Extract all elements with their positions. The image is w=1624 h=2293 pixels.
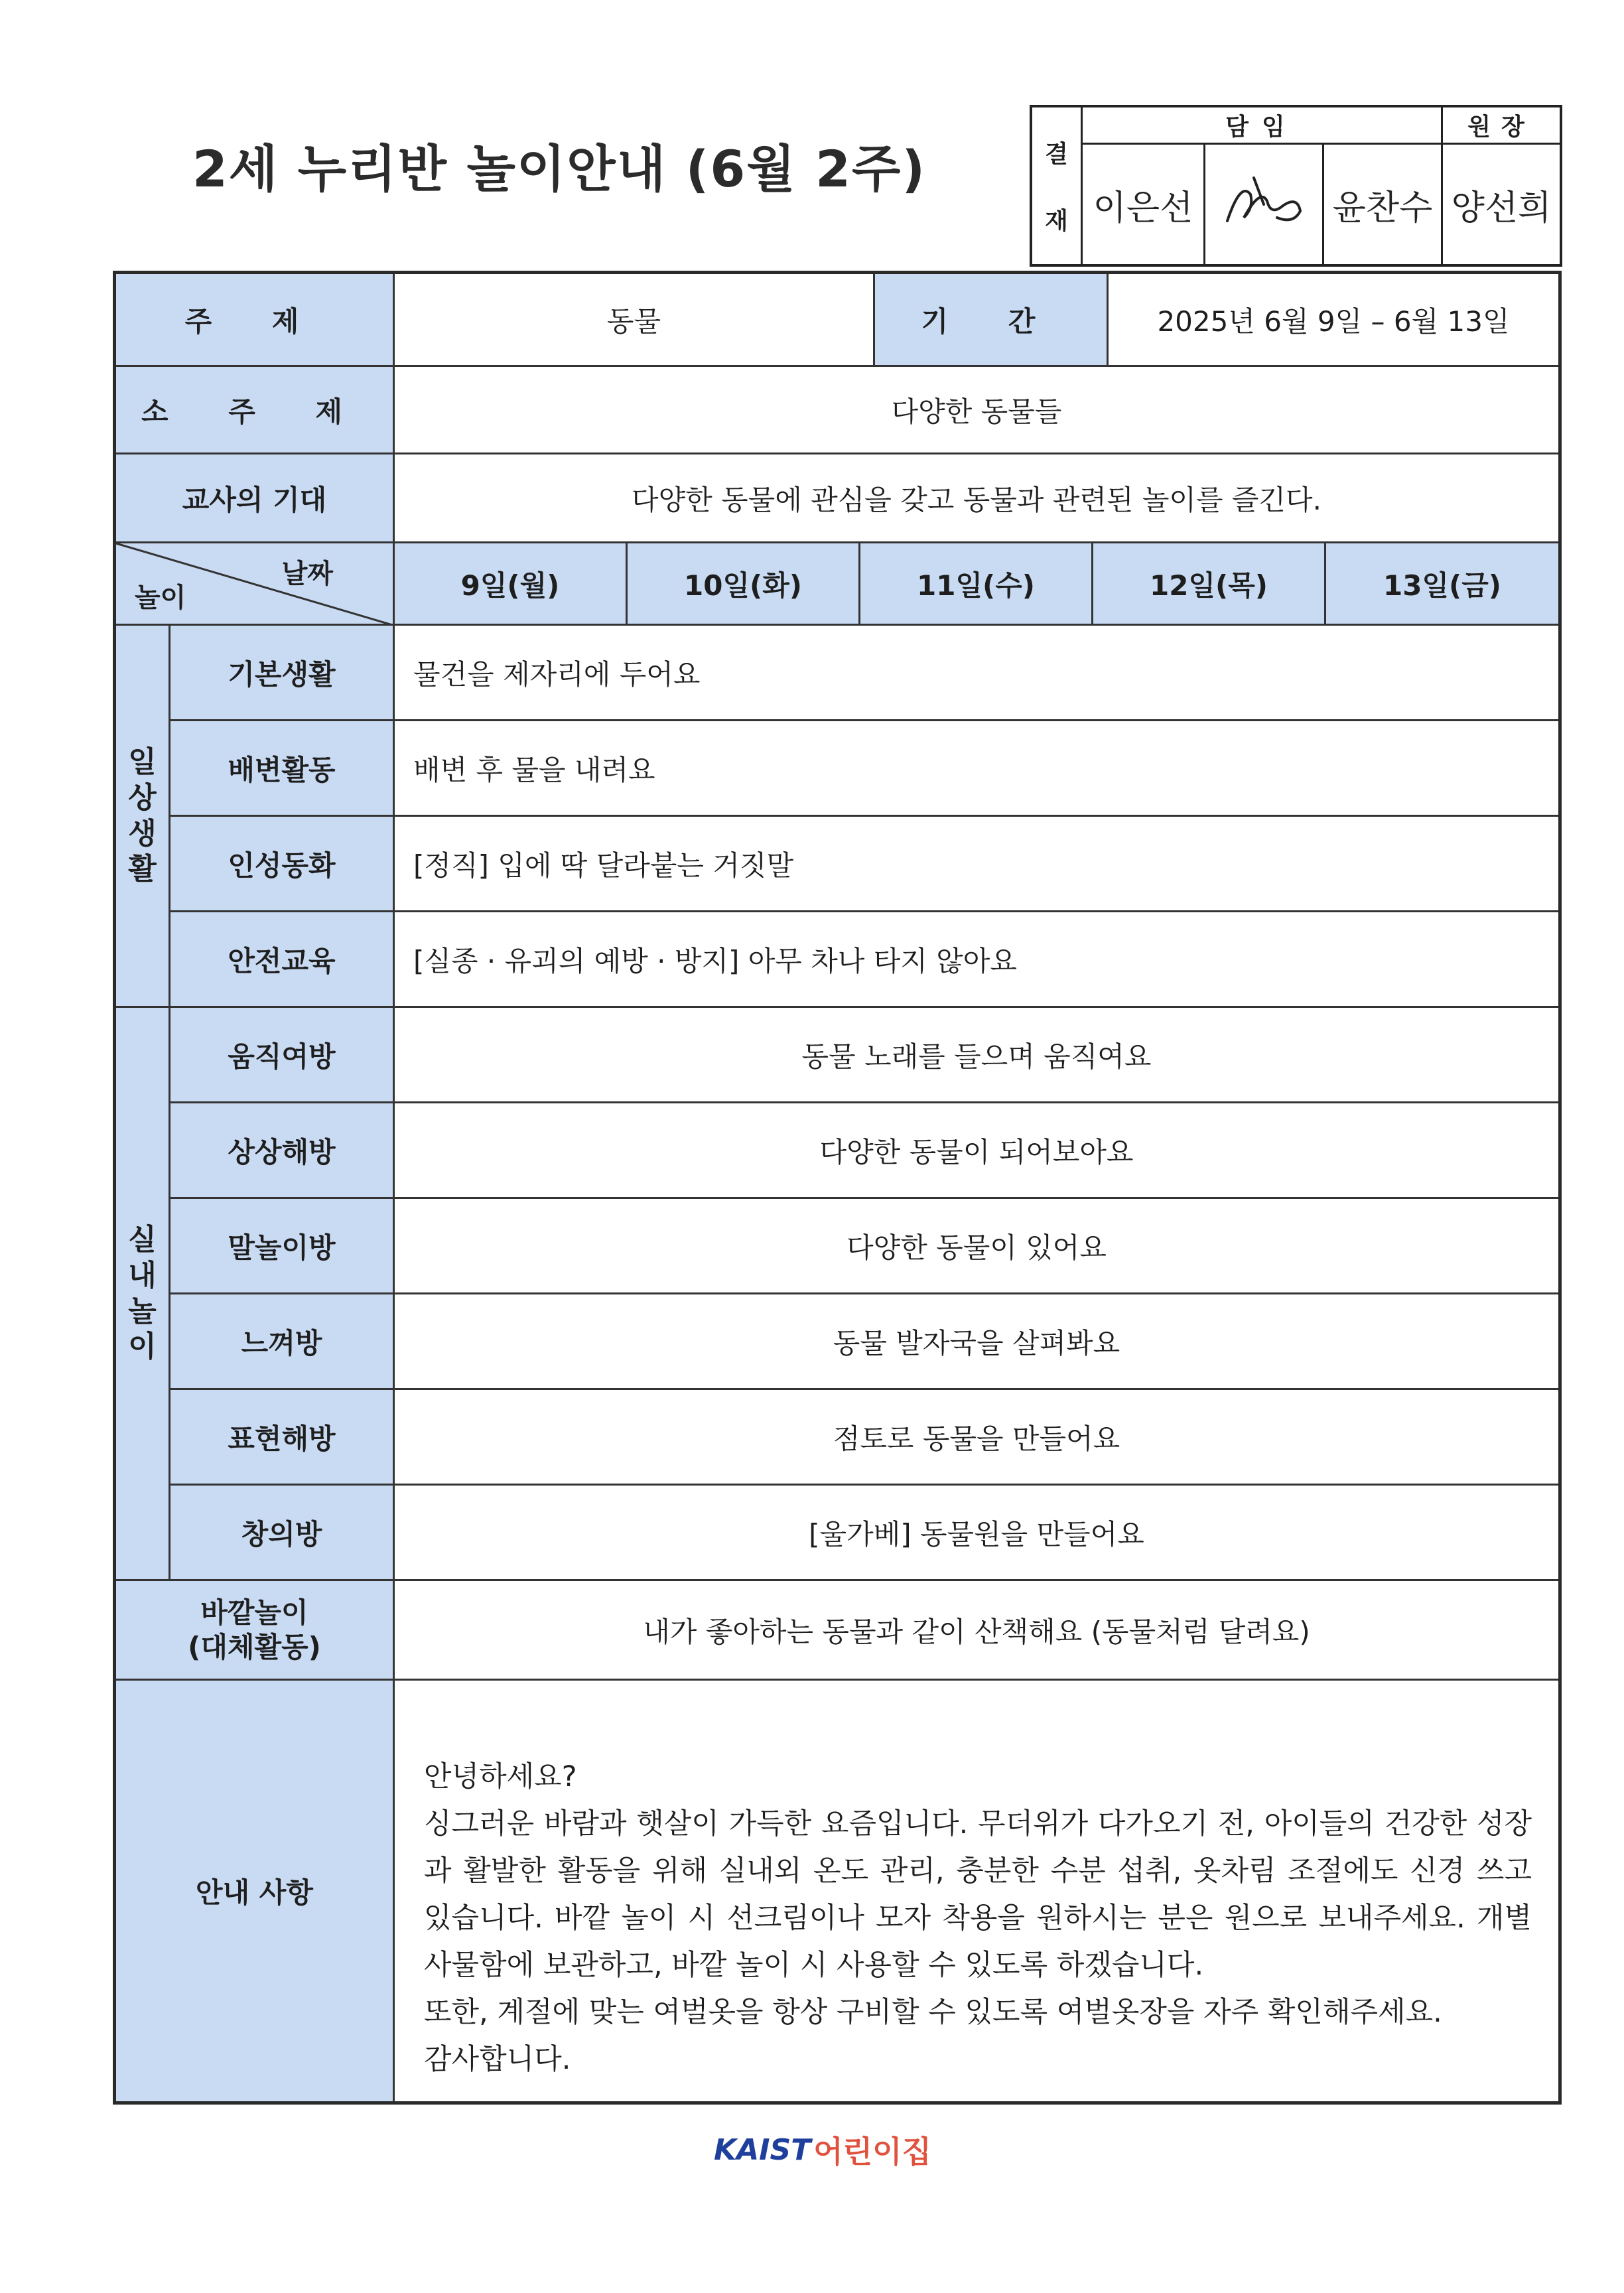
notice-body: 싱그러운 바람과 햇살이 가득한 요즘입니다. 무더위가 다가오기 전, 아이들의 건강한 성장과 활발한 활동을 위해 실내외 온도 관리, 충분한 수분 섭취, 옷차림 조절에도 신경 쓰고 있습니다. 바깥 놀이 시 선크림이나 모자 착용을 원하시는 분은 원으로 보내주세요. 개별 사물함에 보관하고, 바깥 놀이 시 사용할 수 있도록 하겠습니다. xyxy=(424,1807,1532,1982)
approval-label-top: 결 xyxy=(1045,141,1068,168)
row-label-character-story: 인성동화 xyxy=(170,817,395,912)
theme-value: 동물 xyxy=(395,274,875,367)
row-content-toilet: 배변 후 물을 내려요 xyxy=(395,721,1558,817)
approval-label xyxy=(1032,107,1083,264)
day-header-tue: 10일(화) xyxy=(628,543,860,626)
theme-label: 주 제 xyxy=(116,274,395,367)
row-label-safety: 안전교육 xyxy=(170,912,395,1008)
row-label-language-room: 말놀이방 xyxy=(170,1199,395,1294)
teacher-header: 담임 xyxy=(1083,107,1443,145)
period-label: 기 간 xyxy=(875,274,1109,367)
row-label-basic-life: 기본생활 xyxy=(170,626,395,721)
row-content-creativity-room: [울가베] 동물원을 만들어요 xyxy=(395,1486,1558,1581)
row-content-character-story: [정직] 입에 딱 달라붙는 거짓말 xyxy=(395,817,1558,912)
play-plan-table xyxy=(113,271,1562,2105)
daily-life-group-label: 일 상 생 활 xyxy=(116,626,170,1008)
row-content-basic-life: 물건을 제자리에 두어요 xyxy=(395,626,1558,721)
row-content-safety: [실종 · 유괴의 예방 · 방지] 아무 차나 타지 않아요 xyxy=(395,912,1558,1008)
notice-extra: 또한, 계절에 맞는 여벌옷을 항상 구비할 수 있도록 여벌옷장을 자주 확인해주세요. xyxy=(424,1996,1442,2029)
signature-scribble-icon xyxy=(1214,168,1314,241)
outdoor-content: 내가 좋아하는 동물과 같이 산책해요 (동물처럼 달려요) xyxy=(395,1581,1558,1681)
indoor-play-group-label: 실 내 놀 이 xyxy=(116,1008,170,1581)
row-content-movement-room: 동물 노래를 들으며 움직여요 xyxy=(395,1008,1558,1103)
date-play-header xyxy=(116,543,395,626)
approval-box xyxy=(1030,105,1562,267)
row-content-expression-room: 점토로 동물을 만들어요 xyxy=(395,1390,1558,1486)
logo-brand: KAIST xyxy=(714,2132,811,2167)
kaist-daycare-logo xyxy=(710,2123,935,2176)
row-label-expression-room: 표현해방 xyxy=(170,1390,395,1486)
date-label: 날짜 xyxy=(281,559,333,589)
day-header-fri: 13일(금) xyxy=(1326,543,1558,626)
day-header-mon: 9일(월) xyxy=(395,543,628,626)
play-label: 놀이 xyxy=(135,583,186,613)
outdoor-label: 바깥놀이 (대체활동) xyxy=(116,1581,395,1681)
row-label-movement-room: 움직여방 xyxy=(170,1008,395,1103)
signature-teacher-3: 윤찬수 xyxy=(1324,145,1443,264)
page-title: 2세 누리반 놀이안내 (6월 2주) xyxy=(192,139,927,198)
day-header-wed: 11일(수) xyxy=(860,543,1093,626)
signature-director: 양선희 xyxy=(1451,188,1552,228)
row-label-creativity-room: 창의방 xyxy=(170,1486,395,1581)
row-content-language-room: 다양한 동물이 있어요 xyxy=(395,1199,1558,1294)
notice-label: 안내 사항 xyxy=(116,1681,395,2101)
approval-label-bottom: 재 xyxy=(1045,208,1068,235)
logo-name: 어린이집 xyxy=(813,2134,931,2170)
expectation-value: 다양한 동물에 관심을 갖고 동물과 관련된 놀이를 즐긴다. xyxy=(395,454,1558,543)
row-label-sensory-room: 느껴방 xyxy=(170,1294,395,1390)
signature-teacher-2 xyxy=(1205,145,1324,264)
notice-content xyxy=(395,1681,1558,2101)
period-value: 2025년 6월 9일 – 6월 13일 xyxy=(1109,274,1558,367)
director-header: 원장 xyxy=(1443,107,1560,145)
day-header-thu: 12일(목) xyxy=(1093,543,1326,626)
row-content-imagination-room: 다양한 동물이 되어보아요 xyxy=(395,1103,1558,1199)
subtheme-value: 다양한 동물들 xyxy=(395,367,1558,454)
signature-teacher-1: 이은선 xyxy=(1083,145,1205,264)
notice-greeting: 안녕하세요? xyxy=(424,1760,577,1793)
row-label-imagination-room: 상상해방 xyxy=(170,1103,395,1199)
subtheme-label: 소 주 제 xyxy=(116,367,395,454)
row-content-sensory-room: 동물 발자국을 살펴봐요 xyxy=(395,1294,1558,1390)
notice-closing: 감사합니다. xyxy=(424,2043,571,2076)
expectation-label: 교사의 기대 xyxy=(116,454,395,543)
row-label-toilet: 배변활동 xyxy=(170,721,395,817)
